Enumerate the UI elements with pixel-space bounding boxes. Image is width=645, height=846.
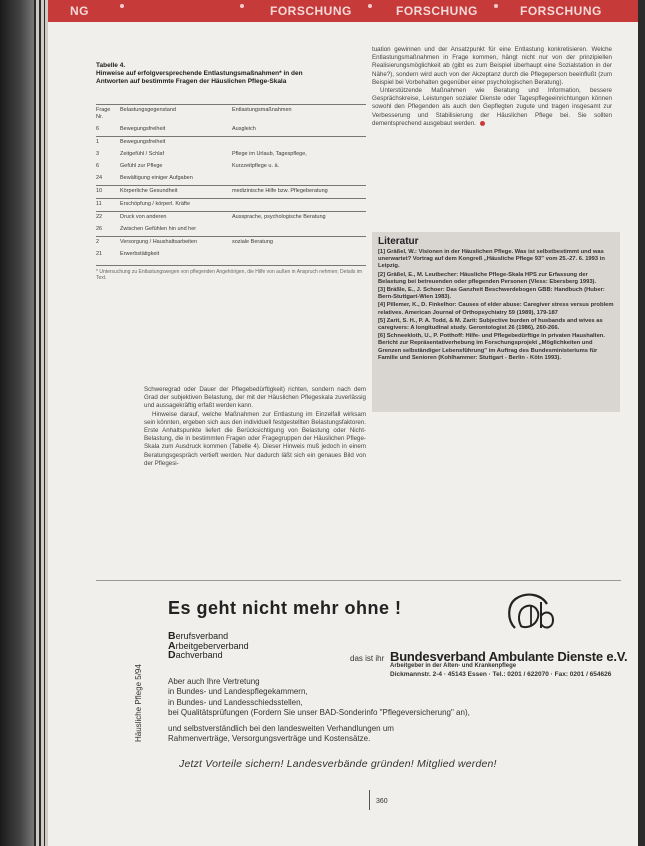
table-row (96, 212, 366, 225)
table-cell-topic: Erwerbstätigkeit (120, 251, 160, 257)
ad-slogan: Jetzt Vorteile sichern! Landesverbände gründen! Mitglied werden! (179, 758, 497, 770)
page-number-rule (369, 790, 370, 810)
table-caption-label: Tabelle 4. (96, 62, 126, 69)
table-row (96, 186, 366, 199)
page-edge (41, 0, 44, 846)
literature-box (372, 232, 620, 412)
body-text-right (372, 46, 612, 128)
table-cell-topic: Bewegungsfreiheit (120, 137, 232, 150)
table-cell-topic: Versorgung / Haushaltsarbeiten (120, 237, 232, 250)
literature-item: [4] Pillemer, K., D. Finkelhor: Causes of elder abuse: Caregiver stress versus problem relatives. American Journal of Orthopsychiatry 59 (1989), 179-187 (378, 302, 614, 316)
acronym-initial: B (168, 630, 176, 642)
table-cell-measure: Ausgleich (232, 126, 256, 132)
table-cell-number: 21 (96, 251, 103, 257)
ad-line: in Bundes- und Landespflegekammern, (168, 687, 308, 697)
header-dot (240, 4, 244, 8)
table-cell-measure: Kurzzeitpflege u. ä. (232, 163, 280, 169)
table-cell-number: 6 (96, 126, 100, 132)
table-row (96, 124, 366, 137)
table-cell-topic: Körperliche Gesundheit (120, 186, 232, 199)
bad-logo (501, 590, 561, 636)
table-cell-topic: Bewältigung einiger Aufgaben (120, 175, 193, 181)
table-cell-measure: soziale Beratung (232, 237, 366, 250)
organization-name: Bundesverband Ambulante Dienste e.V. (390, 649, 628, 664)
table-cell-measure (232, 173, 366, 186)
table-body (96, 124, 366, 261)
table-cell-number: 10 (96, 186, 120, 199)
literature-item: [6] Schneekloth, U., P. Potthoff: Hilfe- und Pflegebedürftige in privaten Haushalten. Bericht zur Repräsentativerhebung im Forschungsprojekt „Möglichkeiten und Grenzen selbständiger Lebensführung" im Auftrag des Bundesministeriums für Familie und Senioren (Kohlhammer: Stuttgart - Berlin - Köln 1993). (378, 333, 605, 361)
table-cell-measure: medizinische Hilfe bzw. Pflegeberatung (232, 186, 366, 199)
body-text-left (144, 386, 366, 468)
ad-headline: Es geht nicht mehr ohne ! (168, 598, 402, 618)
page-edge (36, 0, 39, 846)
table-row (96, 199, 366, 212)
table-row (96, 149, 366, 161)
table-cell-topic: Druck von anderen (120, 212, 232, 225)
ad-body-lines (168, 677, 628, 745)
table-cell-measure (232, 137, 366, 150)
page-number: 360 (376, 798, 388, 805)
header-label: FORSCHUNG (520, 4, 602, 18)
table-caption-line: Antworten auf bestimmte Fragen der Häuslichen Pflege-Skala (96, 78, 287, 85)
table-row (96, 161, 366, 173)
acronym-rest: achverband (175, 650, 223, 660)
literature-list (372, 249, 620, 362)
section-header-band (48, 0, 638, 22)
table-cell-topic: Zeitgefühl / Schlaf (120, 151, 165, 157)
acronym-initial: D (168, 649, 176, 661)
table-block (96, 62, 366, 281)
header-dot (120, 4, 124, 8)
table-cell-measure: Aussprache, psychologische Beratung (232, 212, 366, 225)
table-cell-number: 3 (96, 151, 100, 157)
header-cell-n: Frage Nr. (96, 105, 120, 125)
ad-line: Aber auch Ihre Vertretung (168, 677, 260, 686)
table-cell-topic: Erschöpfung / körperl. Kräfte (120, 199, 232, 212)
acronym-initial: A (168, 639, 176, 652)
table-cell-topic: Bewegungsfreiheit (120, 126, 166, 132)
organization-subtitle: Arbeitgeber in der Alten- und Krankenpflege (390, 663, 517, 669)
table-row (96, 237, 366, 250)
header-dot (494, 4, 498, 8)
table-row (96, 173, 366, 186)
table-footnote: * Untersuchung zu Entlastungswegen von pflegenden Angehörigen, die Hilfe von außen in Anspruch nehmen; Details im Text. (96, 265, 366, 281)
table-cell-number: 2 (96, 237, 120, 250)
acronym-rest: erufsverband (175, 631, 229, 641)
table-cell-number: 24 (96, 175, 103, 181)
journal-issue-label: Häusliche Pflege 5/94 (134, 664, 143, 742)
magazine-page (48, 0, 638, 846)
table-caption-line: Hinweise auf erfolgversprechende Entlastungsmaßnahmen* in den (96, 70, 303, 77)
table-cell-number: 22 (96, 212, 120, 225)
ad-line: bei Qualitätsprüfungen (Fordern Sie unser BAD-Sonderinfo "Pflegeversicherung" an), (168, 707, 470, 717)
acronym-block (168, 632, 249, 661)
table-cell-topic: Gefühl zur Pflege (120, 163, 163, 169)
ad-line: und selbstverständlich bei den landesweiten Verhandlungen um (168, 724, 394, 734)
table-row (96, 224, 366, 237)
acronym-rest: rbeitgeberverband (175, 640, 249, 651)
header-cell-measure: Entlastungsmaßnahmen (232, 105, 366, 125)
organization-address: Dickmannstr. 2-4 · 45143 Essen · Tel.: 0201 / 622070 · Fax: 0201 / 654626 (390, 671, 612, 678)
table-cell-number: 26 (96, 226, 103, 232)
ad-line: Rahmenverträge, Versorgungsverträge und Kostensätze. (168, 734, 371, 744)
header-label: FORSCHUNG (396, 4, 478, 18)
paragraph: Hinweise darauf, welche Maßnahmen zur Entlastung im Einzelfall wirksam sein könnten, ergeben sich aus den individuell festgestellten Belastungsfaktoren. Erste Anhaltspunkte liefert die Berücksichtigung von Belastung oder Nicht-Belastung, die in bestimmten Fragen oder Fragegruppen der Häuslichen Pflege-Skala zum Ausdruck kommen (Tabelle 4). Dieser Hinweis muß jedoch in einem Beratungsgespräch vertieft werden. Nur dadurch läßt sich ein genaues Bild von der Pflegesi- (144, 410, 366, 467)
table-cell-number: 1 (96, 137, 120, 150)
table-row (96, 137, 366, 150)
literature-title: Literatur (378, 236, 419, 247)
binding-shadow (0, 0, 34, 846)
paragraph: tuation gewinnen und der Ansatzpunkt für eine Entlastung konkretisieren. Welche Entlastungsmaßnahmen in Frage kommen, hängt nicht nur von der prinzipiellen Realisierungsmöglichkeit ab (gibt es zum Beispiel überhaupt eine Sozialstation in der Nähe?), sondern wird auch von der Akzeptanz durch die Pflegeperson beeinflußt (zum Beispiel bei Vorbehalten gegenüber einer psychologischen Beratung). (372, 46, 612, 86)
literature-item: [2] Gräßel, E., M. Leutbecher: Häusliche Pflege-Skala HPS zur Erfassung der Belastung bei betreuenden oder pflegenden Personen (Vless: Ebersberg 1993). (378, 271, 597, 285)
table-cell-number: 6 (96, 163, 100, 169)
literature-item: [5] Zarit, S. H., P. A. Todd, & M. Zarit: Subjective burden of husbands and wives as caregivers: A longitudinal study. Gerontologist 26 (1986), 260-266. (378, 317, 603, 332)
literature-item: [1] Gräßel, W.: Visionen in der Häuslichen Pflege. Was ist selbstbestimmt und was unerwartet? Vortrag auf dem Kongreß „Häusliche Pflege 93" vom 25.-27. 6. 1993 in Leipzig. (378, 249, 605, 270)
ad-das-ist: das ist ihr (350, 654, 385, 663)
header-label: FORSCHUNG (270, 4, 352, 18)
table-cell-topic: Zwischen Gefühlen hin und her (120, 226, 197, 232)
acronym-line (168, 651, 249, 661)
relief-measures-table (96, 104, 366, 261)
table-cell-measure: Pflege im Urlaub, Tagespflege, (232, 151, 307, 157)
literature-item: [3] Bräßle, E., J. Schoer: Das Ganzheit Beschwerdebogen GBB: Handbuch (Huber: Bern-Stuttgart-Wien 1983). (378, 287, 605, 301)
table-cell-number: 11 (96, 199, 120, 212)
header-cell-topic: Belastungsgegenstand (120, 105, 232, 125)
ad-divider (96, 580, 621, 581)
paragraph: Unterstützende Maßnahmen wie Beratung und Information, bessere Gesprächskreise, Leistungen sozialer Dienste oder Tagespflegeeinrichtungen können sowohl den Pflegenden als auch den Gepflegten zugute und tragen insgesamt zur Verbesserung und Stabilisierung der Häuslichen Pflege bei. Sie sollten dementsprechend ausgebaut werden. (372, 87, 612, 127)
table-cell-measure (232, 224, 366, 237)
table-cell-measure (232, 249, 366, 261)
header-label: NG (70, 4, 89, 18)
table-caption (96, 62, 366, 86)
paragraph: Schweregrad oder Dauer der Pflegebedürftigkeit) richten, sondern nach dem Grad der subjektiven Belastung, der mit der Häuslichen Pflegeskala zuverlässig und aussagekräftig erfaßt werden kann. (144, 386, 366, 410)
header-dot (368, 4, 372, 8)
table-cell-measure (232, 199, 366, 212)
table-header-row (96, 105, 366, 125)
table-row (96, 249, 366, 261)
ad-line: in Bundes- und Landesschiedsstellen, (168, 697, 303, 707)
end-of-article-mark (480, 121, 485, 126)
